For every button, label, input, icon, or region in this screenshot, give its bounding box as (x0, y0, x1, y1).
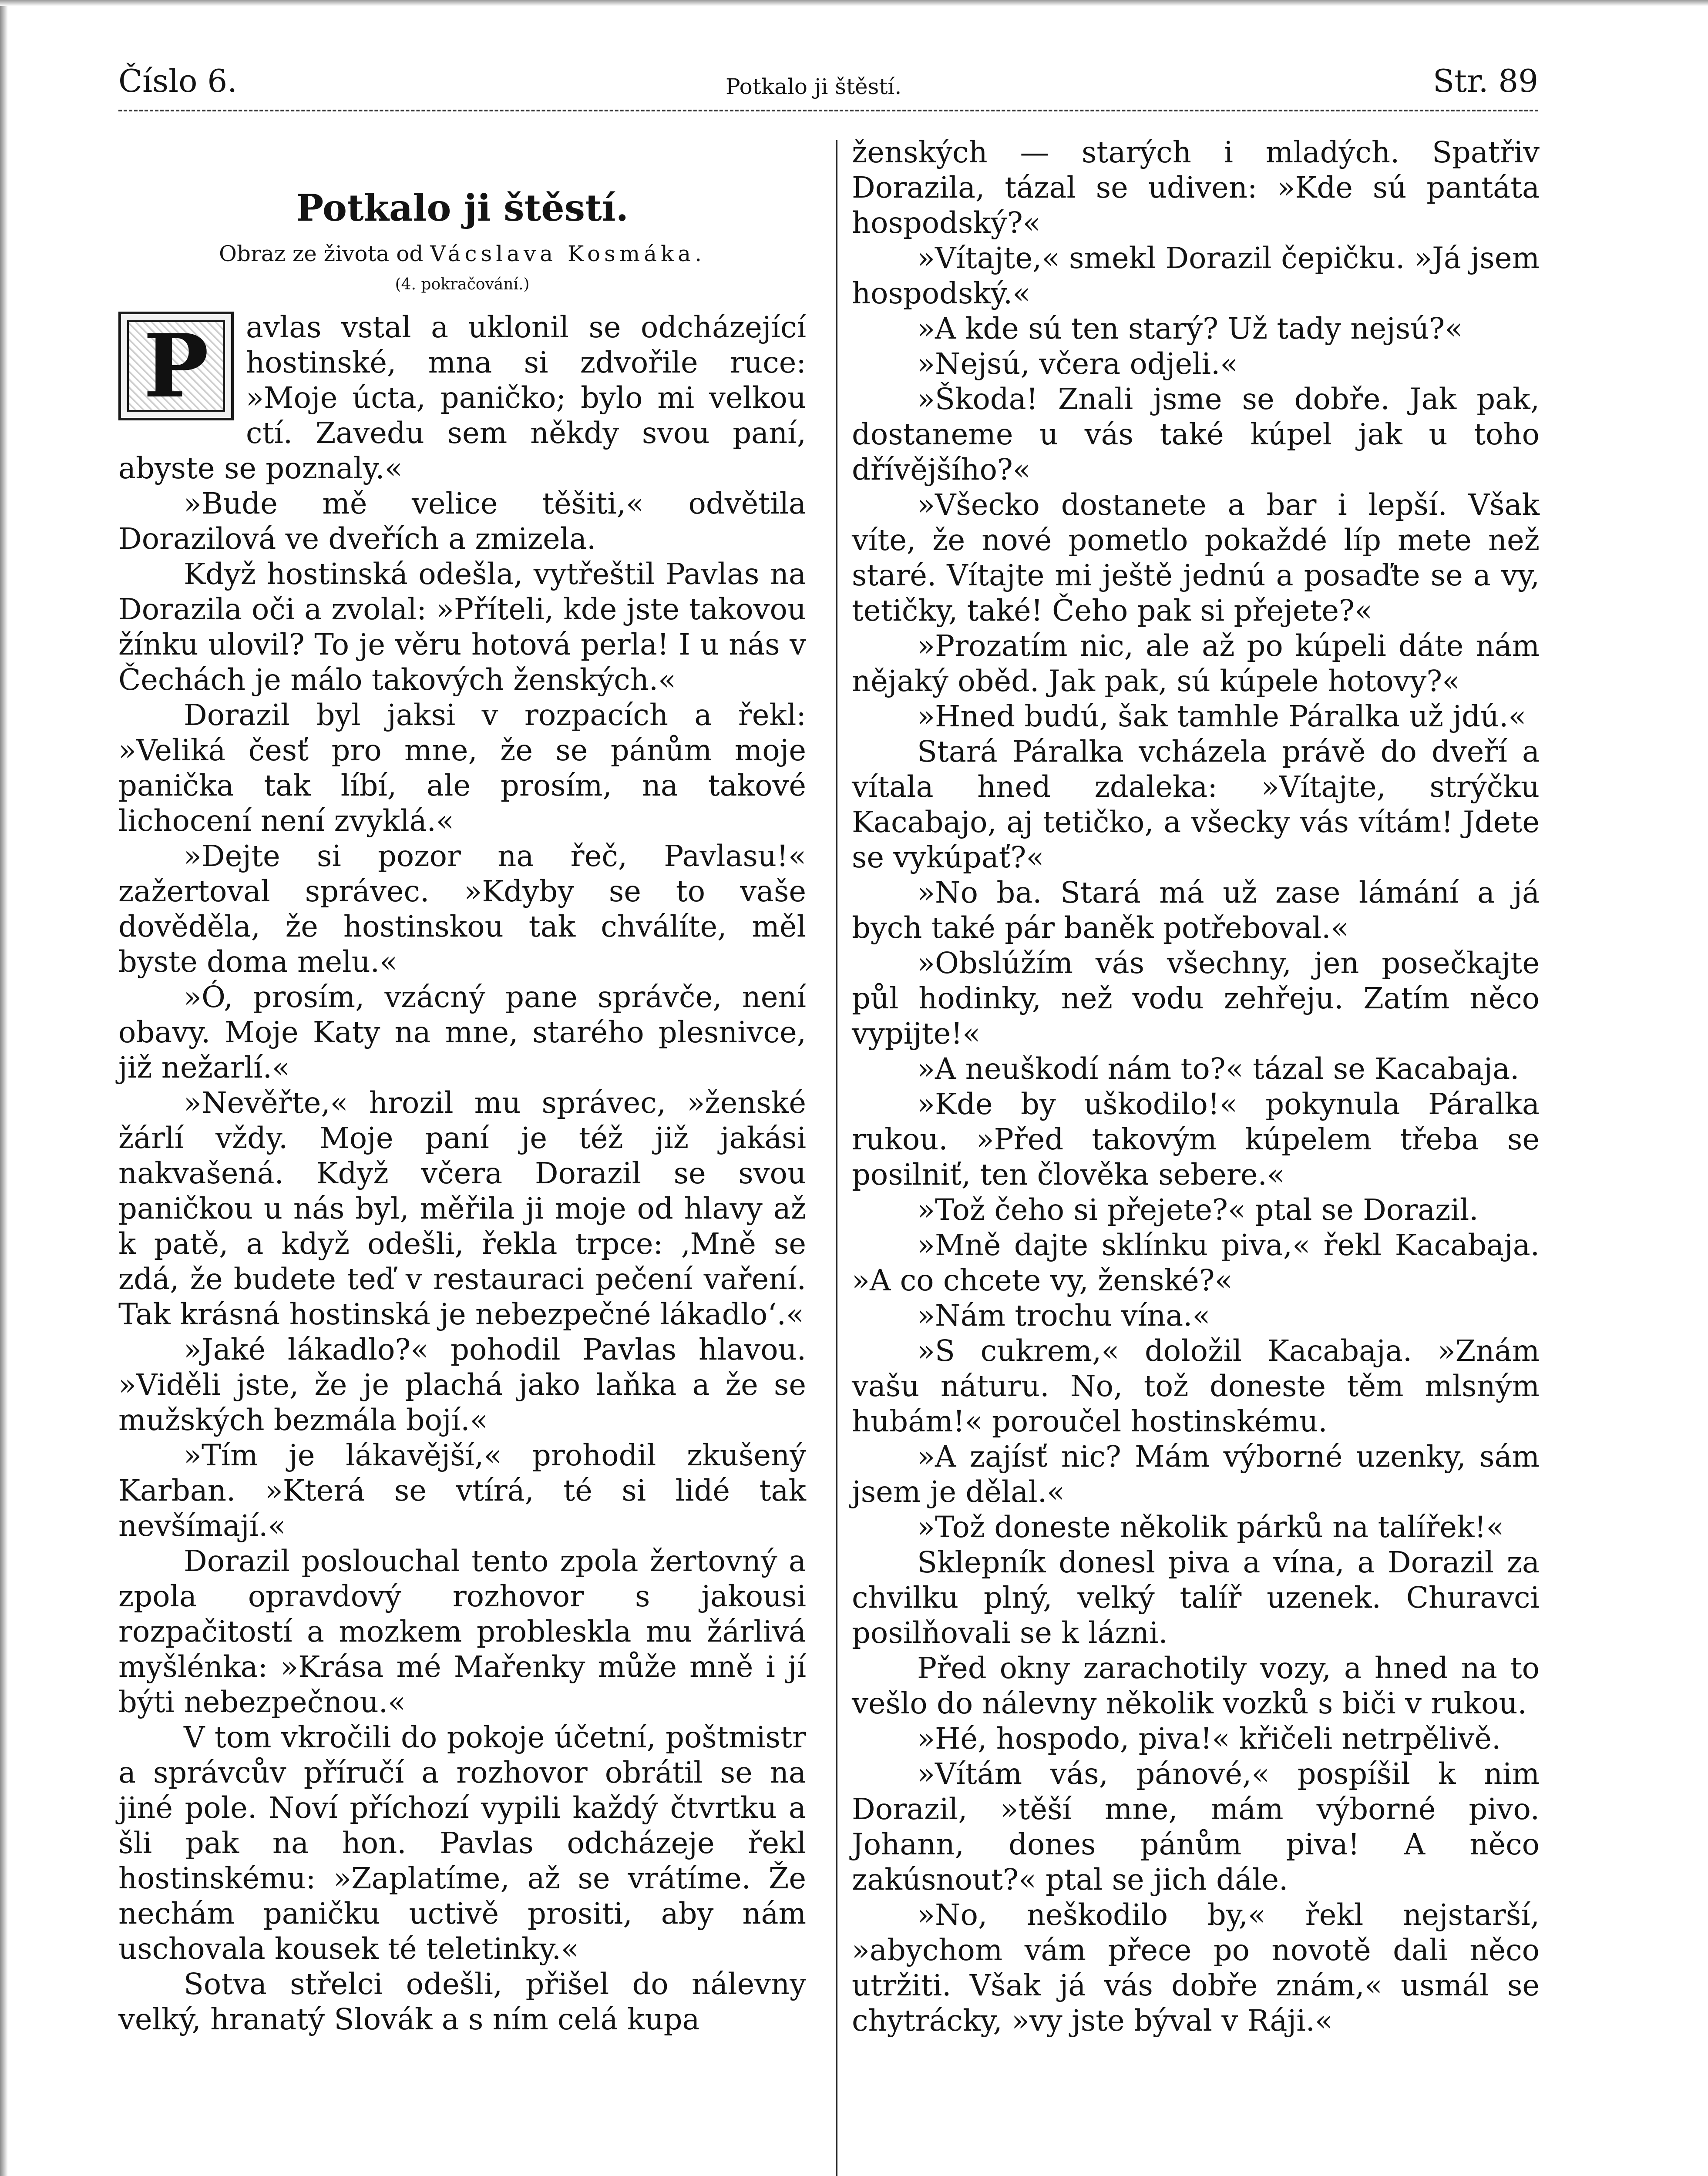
right-paragraph-text: »Mně dajte sklínku piva,« řekl Kacabaja. »A co chcete vy, ženské?« (852, 1228, 1540, 1297)
right-paragraph-text: »Vítajte,« smekl Dorazil čepičku. »Já jsem hospodský.« (852, 241, 1540, 310)
right-paragraph-text: »No ba. Stará má už zase lámání a já bych také pár baněk potřeboval.« (852, 876, 1540, 945)
left-paragraph (118, 1720, 806, 1967)
column-divider (836, 140, 837, 2176)
right-paragraph-text: »Obslúžím vás všechny, jen posečkajte půl hodinky, než vodu zehřeju. Zatím něco vypijte!« (852, 946, 1540, 1051)
right-paragraph (852, 135, 1540, 241)
right-paragraph (852, 311, 1540, 346)
left-paragraph-text: »Jaké lákadlo?« pohodil Pavlas hlavou. »Viděli jste, že je plachá jako laňka a že se mužských bezmála bojí.« (118, 1333, 806, 1437)
left-paragraph-text: »Dejte si pozor na řeč, Pavlasu!« zažertoval správec. »Kdyby se to vaše dověděla, že hostinskou tak chválíte, měl byste doma melu.« (118, 839, 806, 979)
left-paragraph (118, 486, 806, 557)
left-paragraph-text: »Bude mě velice těšiti,« odvětila Dorazilová ve dveřích a zmizela. (118, 487, 806, 556)
right-paragraph (852, 1192, 1540, 1228)
right-paragraph (852, 1298, 1540, 1333)
left-paragraph-text: »Nevěřte,« hrozil mu správec, »ženské žárlí vždy. Moje paní je též již jakási nakvašená. Když včera Dorazil se svou paničkou u nás byl, měřila ji moje od hlavy až k patě, a když odešli, řekla trpce: ‚Mně se zdá, že budete teď v restauraci pečení vaření. Tak krásná hostinská je nebezpečné lákadlo‘.« (118, 1086, 806, 1331)
right-paragraph (852, 1721, 1540, 1756)
drop-cap-letter: P (143, 315, 209, 417)
right-paragraph (852, 699, 1540, 734)
left-paragraph (118, 698, 806, 839)
right-paragraph (852, 1439, 1540, 1510)
left-paragraph (118, 557, 806, 698)
article-title: Potkalo ji štěstí. (296, 186, 629, 229)
right-paragraph-text: »Hé, hospodo, piva!« křičeli netrpělivě. (917, 1722, 1501, 1756)
right-paragraph-text: »Hned budú, šak tamhle Páralka už jdú.« (917, 699, 1526, 733)
left-paragraph-text: avlas vstal a uklonil se odcházející hostinské, mna si zdvořile ruce: »Moje úcta, paničko; bylo mi velkou ctí. Zavedu sem někdy svou paní, abyste se poznaly.« (118, 310, 806, 485)
right-paragraph-text: »Kde by uškodilo!« pokynula Páralka rukou. »Před takovým kúpelem třeba se posilniť, ten člověka sebere.« (852, 1087, 1540, 1192)
right-paragraph-text: Stará Páralka vcházela právě do dveří a vítala hned zdaleka: »Vítajte, strýčku Kacabajo, aj tetičko, a všecky vás vítám! Jdete se vykúpať?« (852, 735, 1540, 874)
page-edge-shadow (0, 0, 8, 2176)
left-paragraph-text: »Tím je lákavější,« prohodil zkušený Karban. »Která se vtírá, té si lidé tak nevšímají.« (118, 1438, 806, 1543)
left-paragraph (118, 1544, 806, 1720)
left-paragraph-text: V tom vkročili do pokoje účetní, poštmistr a správcův příručí a rozhovor obrátil se na jiné pole. Noví příchozí vypili každý čtvrtku a šli pak na hon. Pavlas odcházeje řekl hostinskému: »Zaplatíme, až se vrátíme. Že nechám paničku uctivě prositi, aby nám uschovala kousek té teletinky.« (118, 1720, 806, 1966)
right-paragraph (852, 1756, 1540, 1897)
page-number: Str. 89 (1432, 63, 1538, 99)
right-paragraph-text: »Všecko dostanete a bar i lepší. Však víte, že nové pometlo pokaždé líp mete než staré. Vítajte mi ještě jednú a posaďte se a vy, tetičky, také! Čeho pak si přejete?« (852, 488, 1540, 628)
article-subtitle (118, 239, 806, 268)
right-paragraph (852, 1228, 1540, 1298)
right-paragraph-text: »Nejsú, včera odjeli.« (917, 347, 1238, 381)
page-header (118, 57, 1538, 109)
left-paragraph-text: Když hostinská odešla, vytřeštil Pavlas na Dorazila oči a zvolal: »Příteli, kde jste takovou žínku ulovil? To je věru hotová perla! I u nás v Čechách je málo takových ženských.« (118, 557, 806, 697)
subtitle-prefix: Obraz ze života od (219, 241, 424, 266)
author-name: Vácslava Kosmáka. (430, 241, 706, 266)
left-paragraph-text: Sotva střelci odešli, přišel do nálevny velký, hranatý Slovák a s ním celá kupa (118, 1967, 806, 2036)
left-paragraph-text: Dorazil poslouchal tento zpola žertovný a zpola opravdový rozhovor s jakousi rozpačitostí a mozkem probleskla mu žárlivá myšlénka: »Krása mé Mařenky může mně i jí býti nebezpečnou.« (118, 1544, 806, 1719)
left-paragraph-text: »Ó, prosím, vzácný pane správče, není obavy. Moje Katy na mne, starého plesnivce, již nežarlí.« (118, 980, 806, 1085)
right-column (852, 135, 1540, 2038)
right-paragraph (852, 1051, 1540, 1087)
right-paragraph (852, 1510, 1540, 1545)
right-paragraph (852, 875, 1540, 946)
right-paragraph-text: »Škoda! Znali jsme se dobře. Jak pak, dostaneme u vás také kúpel jak u toho dřívějšího?« (852, 382, 1540, 487)
right-paragraph-text: Před okny zarachotily vozy, a hned na to vešlo do nálevny několik vozků s biči v rukou. (852, 1651, 1540, 1720)
right-paragraph (852, 1897, 1540, 2038)
right-column-body (852, 135, 1540, 2038)
right-paragraph-text: ženských — starých i mladých. Spatřiv Dorazila, tázal se udiven: »Kde sú pantáta hospodský?« (852, 135, 1540, 240)
running-title: Potkalo ji štěstí. (726, 74, 902, 99)
right-paragraph (852, 487, 1540, 628)
right-paragraph (852, 628, 1540, 699)
continuation-note: (4. pokračování.) (395, 275, 530, 293)
left-paragraph (118, 1085, 806, 1332)
right-paragraph-text: »Prozatím nic, ale až po kúpeli dáte nám nějaký oběd. Jak pak, sú kúpele hotovy?« (852, 629, 1540, 698)
right-paragraph-text: »S cukrem,« doložil Kacabaja. »Znám vašu náturu. No, tož doneste těm mlsným hubám!« poroučel hostinskému. (852, 1334, 1540, 1438)
left-paragraph (118, 1438, 806, 1544)
right-paragraph (852, 734, 1540, 875)
left-paragraph (118, 1332, 806, 1438)
right-paragraph-text: »No, neškodilo by,« řekl nejstarší, »abychom vám přece po novotě dali něco utržiti. Však já vás dobře znám,« usmál se chytrácky, »vy jste býval v Ráji.« (852, 1898, 1540, 2038)
right-paragraph-text: »Nám trochu vína.« (917, 1299, 1210, 1333)
right-paragraph-text: Sklepník donesl piva a vína, a Dorazil za chvilku plný, velký talíř uzenek. Churavci posilňovali se k lázni. (852, 1545, 1540, 1650)
drop-cap-ornament (118, 312, 234, 420)
right-paragraph-text: »Vítám vás, pánové,« pospíšil k nim Dorazil, »těší mne, mám výborné pivo. Johann, dones pánům piva! A něco zakúsnout?« ptal se jich dále. (852, 1757, 1540, 1897)
left-paragraph (118, 1967, 806, 2037)
right-paragraph-text: »A kde sú ten starý? Už tady nejsú?« (917, 312, 1463, 346)
right-paragraph-text: »Tož doneste několik párků na talířek!« (917, 1510, 1504, 1544)
right-paragraph (852, 241, 1540, 311)
right-paragraph (852, 1651, 1540, 1721)
right-paragraph (852, 346, 1540, 382)
left-column-body (118, 310, 806, 2037)
right-paragraph (852, 1333, 1540, 1439)
right-paragraph-text: »Tož čeho si přejete?« ptal se Dorazil. (917, 1193, 1479, 1227)
right-paragraph-text: »A neuškodí nám to?« tázal se Kacabaja. (917, 1052, 1520, 1086)
issue-number: Číslo 6. (118, 63, 238, 99)
right-paragraph (852, 1087, 1540, 1192)
right-paragraph (852, 1545, 1540, 1651)
left-paragraph (118, 839, 806, 980)
page-edge-shadow-top (0, 0, 1708, 6)
right-paragraph-text: »A zajísť nic? Mám výborné uzenky, sám jsem je dělal.« (852, 1440, 1540, 1509)
left-column (118, 135, 806, 2037)
left-paragraph-text: Dorazil byl jaksi v rozpacích a řekl: »Veliká česť pro mne, že se pánům moje panička tak líbí, ale prosím, na takové lichocení není zvyklá.« (118, 698, 806, 838)
header-rule (118, 110, 1538, 111)
right-paragraph (852, 382, 1540, 487)
left-paragraph (118, 980, 806, 1085)
left-paragraph (118, 310, 806, 486)
right-paragraph (852, 946, 1540, 1051)
